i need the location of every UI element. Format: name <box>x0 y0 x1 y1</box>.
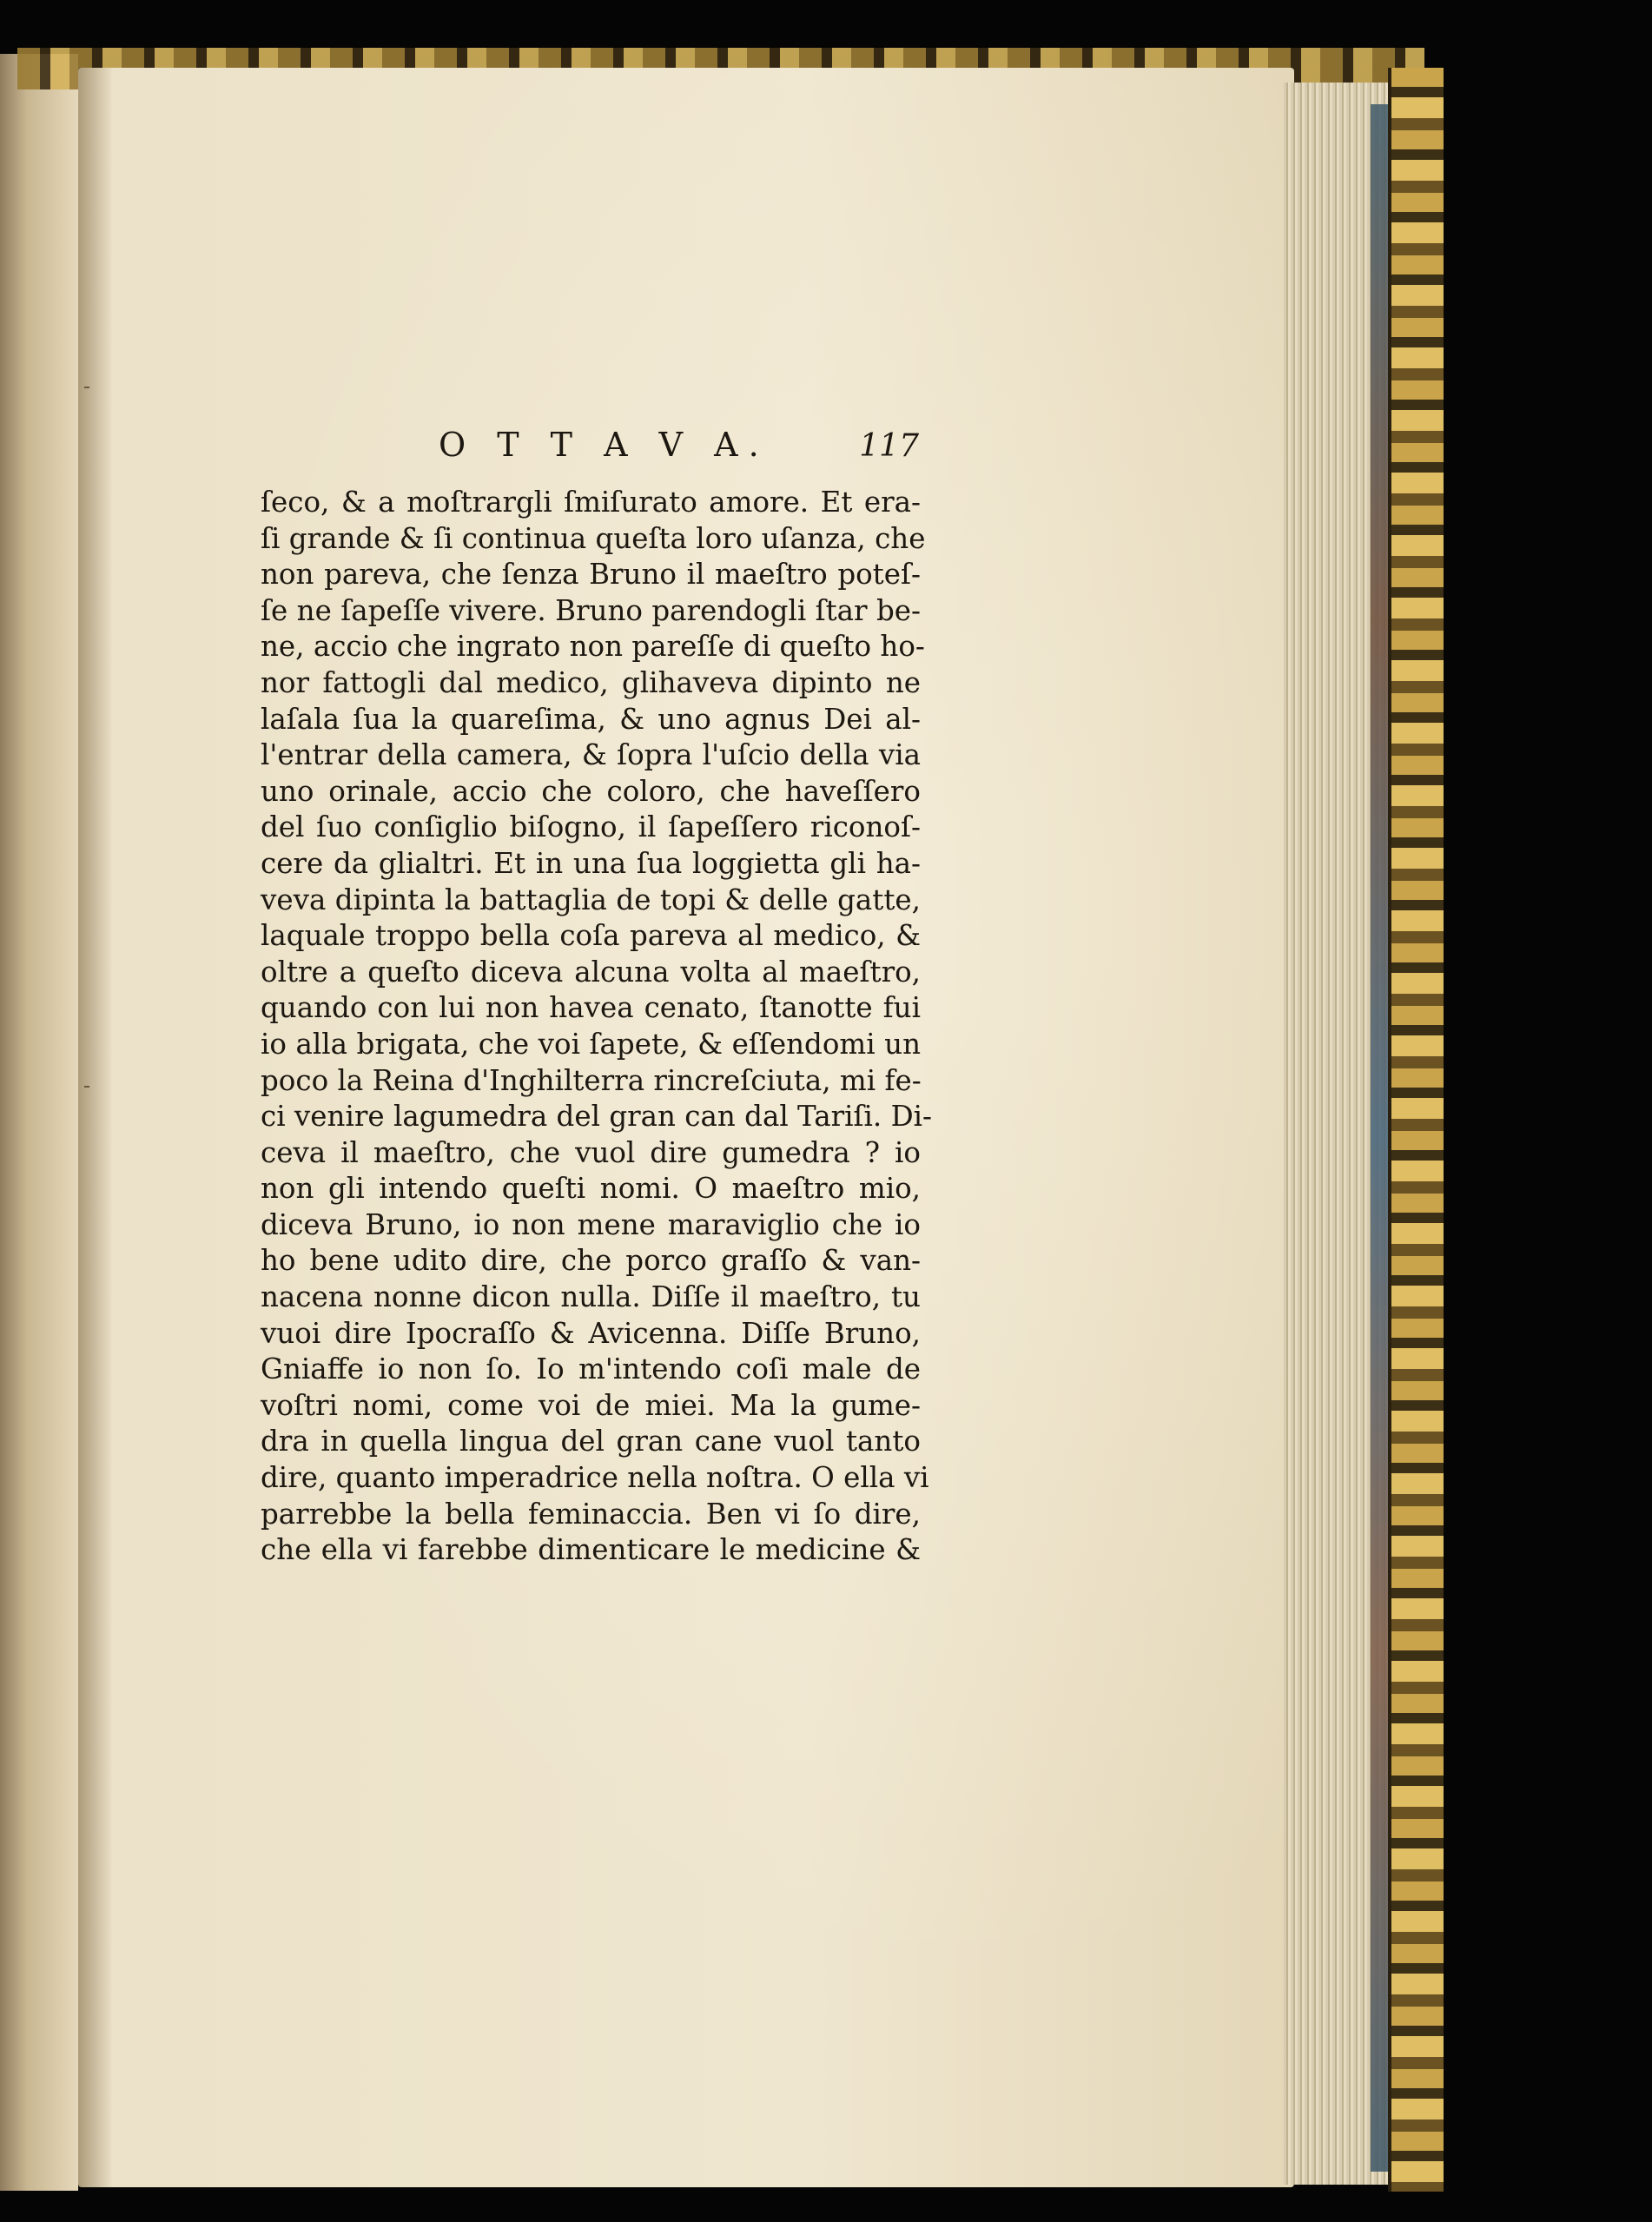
text-line: io alla brigata, che voi ſapete, & eſſendomi un <box>261 1027 921 1061</box>
text-line: che ella vi farebbe dimenticare le medicine & <box>261 1533 921 1567</box>
text-line: vuoi dire Ipocraſſo & Avicenna. Diſſe Bruno, <box>261 1316 921 1350</box>
margin-mark <box>84 387 89 388</box>
text-line: non pareva, che ſenza Bruno il maeſtro poteſ- <box>261 558 921 592</box>
body-text <box>261 485 933 1569</box>
page-number: 117 <box>859 428 919 464</box>
text-line: nacena nonne dicon nulla. Diſſe il maeſtro, tu <box>261 1280 921 1314</box>
running-head <box>439 426 919 485</box>
text-line: ſeco, & a moſtrargli ſmiſurato amore. Et era- <box>261 486 921 519</box>
text-line: ſi grande & ſi continua queſta loro uſanza, che <box>261 521 926 555</box>
text-line: laquale troppo bella coſa pareva al medico, & <box>261 919 921 953</box>
text-block <box>261 426 933 1569</box>
text-line: poco la Reina d'Inghilterra rincreſciuta, mi fe- <box>261 1063 922 1097</box>
text-line: uno orinale, accio che coloro, che haveſſero <box>261 774 921 808</box>
margin-mark <box>84 1086 89 1088</box>
gutter-shadow <box>78 68 113 2187</box>
running-head-title: O T T A V A. <box>439 426 770 464</box>
text-line: l'entrar della camera, & ſopra l'uſcio della via <box>261 738 921 772</box>
text-line: non gli intendo queſti nomi. O maeſtro mio, <box>261 1172 921 1206</box>
text-line: Gniaffe io non ſo. Io m'intendo coſi male de <box>261 1352 921 1386</box>
text-line: veva dipinta la battaglia de topi & delle gatte, <box>261 883 921 916</box>
text-line: parrebbe la bella feminaccia. Ben vi ſo dire, <box>261 1497 921 1531</box>
text-line: diceva Bruno, io non mene maraviglio che io <box>261 1207 921 1241</box>
facing-page-edge <box>0 54 78 2191</box>
marbled-edge <box>1371 104 1390 2172</box>
text-line: cere da glialtri. Et in una ſua loggietta gli ha- <box>261 846 921 880</box>
text-line: voſtri nomi, come voi de miei. Ma la gume- <box>261 1388 921 1422</box>
text-line: dire, quanto imperadrice nella noſtra. O ella vi <box>261 1461 929 1495</box>
text-line: ceva il maeſtro, che vuol dire gumedra ? io <box>261 1135 921 1169</box>
text-line: ci venire lagumedra del gran can dal Tariſi. Di- <box>261 1100 933 1134</box>
text-line: quando con lui non havea cenato, ſtanotte fui <box>261 991 921 1025</box>
text-line: del ſuo conſiglio biſogno, il ſapeſſero riconoſ- <box>261 810 921 844</box>
gilt-spine-ornament <box>1388 68 1444 2192</box>
text-line: nor fattogli dal medico, glihaveva dipinto ne <box>261 665 921 699</box>
text-line: ne, accio che ingrato non pareſſe di queſto ho- <box>261 630 925 664</box>
text-line: ho bene udito dire, che porco graſſo & van- <box>261 1244 921 1278</box>
text-line: ſe ne ſapeſſe vivere. Bruno parendogli ſtar be- <box>261 593 921 627</box>
text-line: laſala ſua la quareſima, & uno agnus Dei al- <box>261 702 921 736</box>
text-line: dra in quella lingua del gran cane vuol tanto <box>261 1425 921 1458</box>
text-line: oltre a queſto diceva alcuna volta al maeſtro, <box>261 955 921 989</box>
